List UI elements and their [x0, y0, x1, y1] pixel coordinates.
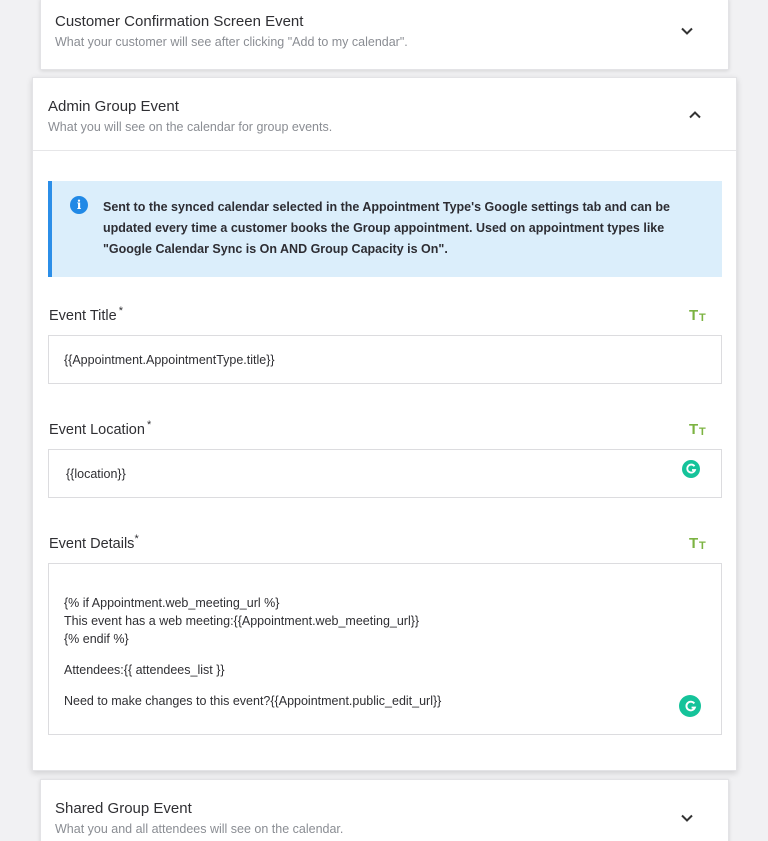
text-line: Need to make changes to this event?{{Appointment.public_edit_url}} — [64, 694, 442, 708]
text-format-icon[interactable] — [689, 307, 709, 323]
textarea-content — [64, 594, 441, 710]
text-line: Attendees:{{ attendees_list }} — [64, 663, 225, 677]
panel-header[interactable] — [48, 98, 332, 134]
event-details-label — [49, 533, 139, 552]
panel-title: Customer Confirmation Screen Event — [55, 13, 304, 30]
chevron-down-icon[interactable] — [680, 811, 694, 825]
svg-text:T: T — [689, 307, 699, 323]
svg-text:T: T — [689, 421, 699, 437]
label-text: Event Title — [49, 308, 117, 324]
panel-title: Admin Group Event — [48, 98, 179, 115]
info-icon: i — [70, 196, 88, 214]
svg-text:T: T — [689, 535, 699, 551]
required-mark: * — [134, 533, 139, 545]
input-value: {{Appointment.AppointmentType.title}} — [64, 353, 275, 367]
chevron-up-icon[interactable] — [688, 108, 702, 122]
grammarly-icon[interactable] — [679, 695, 701, 717]
chevron-down-icon[interactable] — [680, 24, 694, 38]
panel-header — [55, 13, 408, 49]
shared-group-event-panel[interactable] — [40, 779, 729, 841]
panel-subtitle: What you will see on the calendar for group events. — [48, 120, 333, 134]
panel-header — [55, 800, 343, 836]
panel-subtitle: What your customer will see after clicking "Add to my calendar". — [55, 35, 408, 49]
event-details-textarea[interactable] — [48, 563, 722, 735]
info-alert — [48, 181, 722, 277]
label-text: Event Location — [49, 422, 145, 438]
text-format-icon[interactable] — [689, 421, 709, 437]
admin-group-event-panel — [32, 77, 737, 771]
customer-confirmation-panel[interactable] — [40, 0, 729, 70]
svg-text:T: T — [699, 312, 706, 323]
event-title-input[interactable] — [48, 335, 722, 384]
event-location-label — [49, 419, 152, 438]
grammarly-icon[interactable] — [682, 460, 700, 478]
info-text: Sent to the synced calendar selected in the Appointment Type's Google settings tab and can be updated every time a customer books the Group appointment. Used on appointment types like "Google Calendar Sync is On AND Group Capacity is On". — [103, 200, 670, 256]
required-mark: * — [146, 419, 152, 431]
divider — [33, 150, 736, 151]
panel-title: Shared Group Event — [55, 800, 192, 817]
label-text: Event Details — [49, 536, 135, 552]
event-location-input[interactable] — [48, 449, 722, 498]
text-line: {% if Appointment.web_meeting_url %} — [64, 596, 280, 610]
svg-text:T: T — [699, 426, 706, 437]
required-mark: * — [118, 305, 123, 317]
text-line: {% endif %} — [64, 632, 129, 646]
text-line: This event has a web meeting:{{Appointment.web_meeting_url}} — [64, 614, 420, 628]
event-title-label — [49, 305, 123, 324]
input-value: {{location}} — [66, 467, 126, 481]
svg-text:T: T — [699, 540, 706, 551]
text-format-icon[interactable] — [689, 535, 709, 551]
panel-subtitle: What you and all attendees will see on the calendar. — [55, 822, 344, 836]
